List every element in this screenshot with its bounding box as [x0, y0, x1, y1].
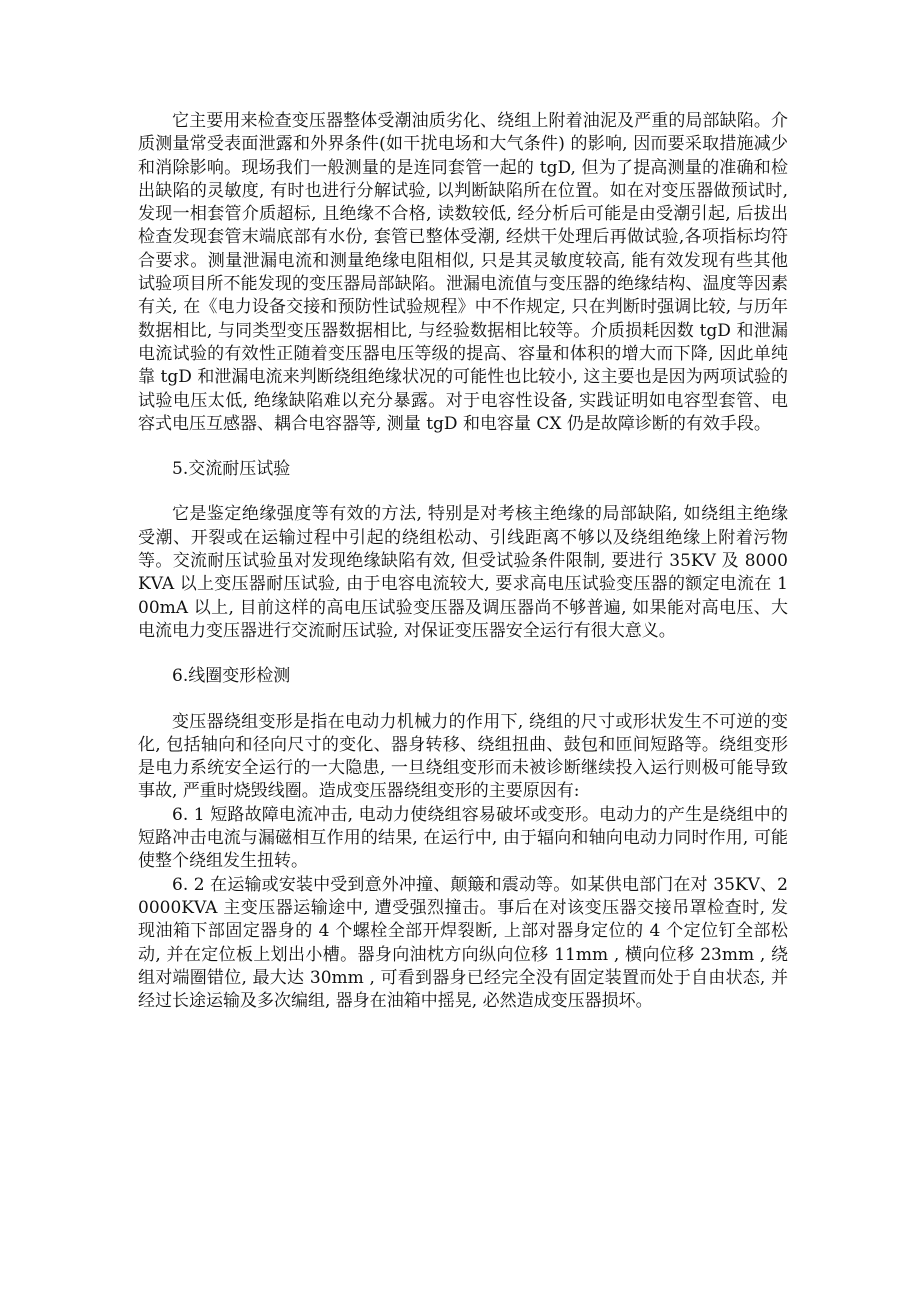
- section-heading-ac-withstand: 5.交流耐压试验: [172, 459, 291, 480]
- paragraph-cause-transport: 6. 2 在运输或安装中受到意外冲撞、颠簸和震动等。如某供电部门在对 35KV、20000KVA 主变压器运输途中, 遭受强烈撞击。事后在对该变压器交接吊罩检查时, 发现油箱下部固定器身的 4 个螺栓全部开焊裂断, 上部对器身定位的 4 个定位钉全部松动, 并在定位板上划出小槽。器身向油枕方向纵向位移 11mm , 横向位移 23mm , 绕组对端圈错位, 最大达 30mm , 可看到器身已经完全没有固定装置而处于自由状态, 并经过长途运输及多次编组, 器身在油箱中摇晃, 必然造成变压器损坏。: [138, 874, 788, 1012]
- paragraph-cause-short-circuit: 6. 1 短路故障电流冲击, 电动力使绕组容易破坏或变形。电动力的产生是绕组中的短路冲击电流与漏磁相互作用的结果, 在运行中, 由于辐向和轴向电动力同时作用, 可能使整个绕组发生扭转。: [138, 804, 788, 872]
- paragraph-ac-withstand: 它是鉴定绝缘强度等有效的方法, 特别是对考核主绝缘的局部缺陷, 如绕组主绝缘受潮、开裂或在运输过程中引起的绕组松动、引线距离不够以及绕组绝缘上附着污物等。交流耐压试验虽对发现绝缘缺陷有效, 但受试验条件限制, 要进行 35KV 及 8000KVA 以上变压器耐压试验, 由于电容电流较大, 要求高电压试验变压器的额定电流在 100mA 以上, 目前这样的高电压试验变压器及调压器尚不够普遍, 如果能对高电压、大电流电力变压器进行交流耐压试验, 对保证变压器安全运行有很大意义。: [138, 504, 788, 641]
- paragraph-dielectric-loss: 它主要用来检查变压器整体受潮油质劣化、绕组上附着油泥及严重的局部缺陷。介质测量常受表面泄露和外界条件(如干扰电场和大气条件) 的影响, 因而要采取措施减少和消除影响。现场我们一般测量的是连同套管一起的 tgD, 但为了提高测量的准确和检出缺陷的灵敏度, 有时也进行分解试验, 以判断缺陷所在位置。如在对变压器做预试时, 发现一相套管介质超标, 且绝缘不合格, 读数较低, 经分析后可能是由受潮引起, 后拔出检查发现套管末端底部有水份, 套管已整体受潮, 经烘干处理后再做试验,各项指标均符合要求。测量泄漏电流和测量绝缘电阻相似, 只是其灵敏度较高, 能有效发现有些其他试验项目所不能发现的变压器局部缺陷。泄漏电流值与变压器的绝缘结构、温度等因素有关, 在《电力设备交接和预防性试验规程》中不作规定, 只在判断时强调比较, 与历年数据相比, 与同类型变压器数据相比, 与经验数据相比较等。介质损耗因数 tgD 和泄漏电流试验的有效性正随着变压器电压等级的提高、容量和体积的增大而下降, 因此单纯靠 tgD 和泄漏电流来判断绕组绝缘状况的可能性也比较小, 这主要也是因为两项试验的试验电压太低, 绝缘缺陷难以充分暴露。对于电容性设备, 实践证明如电容型套管、电容式电压互感器、耦合电容器等, 测量 tgD 和电容量 CX 仍是故障诊断的有效手段。: [138, 111, 788, 434]
- paragraph-winding-deformation: 变压器绕组变形是指在电动力机械力的作用下, 绕组的尺寸或形状发生不可逆的变化, 包括轴向和径向尺寸的变化、器身转移、绕组扭曲、鼓包和匝间短路等。绕组变形是电力系统安全运行的一大隐患, 一旦绕组变形而未被诊断继续投入运行则极可能导致事故, 严重时烧毁线圈。造成变压器绕组变形的主要原因有:: [138, 711, 788, 802]
- section-heading-winding-deformation: 6.线圈变形检测: [172, 666, 291, 687]
- document-body: [138, 110, 788, 1013]
